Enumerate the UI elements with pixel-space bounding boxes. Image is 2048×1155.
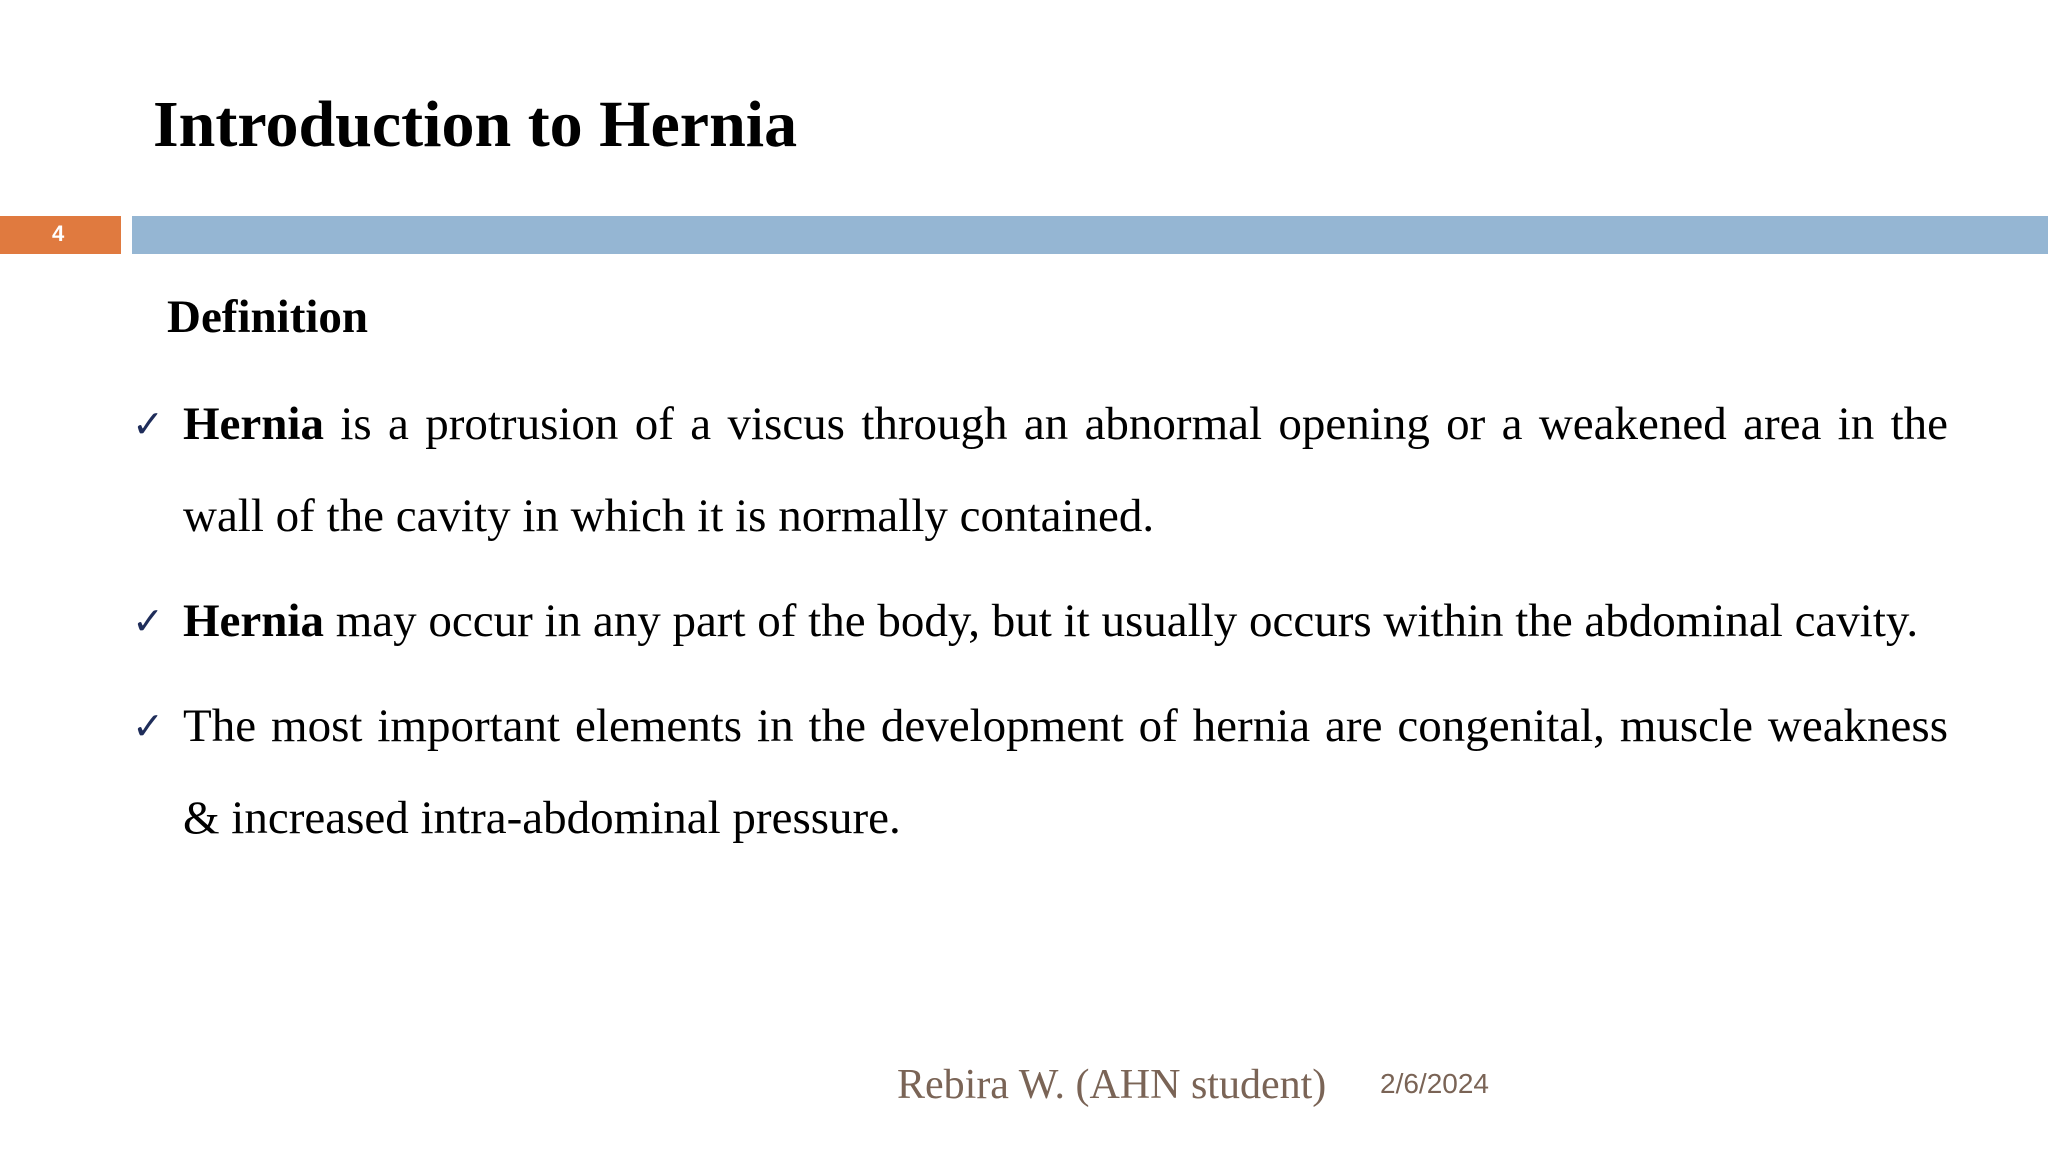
slide-number: 4: [52, 221, 65, 246]
checkmark-icon: ✓: [132, 402, 164, 446]
section-subheading: Definition: [167, 291, 369, 343]
bullet-text: is a protrusion of a viscus through an abnormal opening or a weakened area in the wall of the cavity in which it is normally contained.: [183, 398, 1948, 542]
checkmark-icon: ✓: [132, 599, 164, 643]
slide-title: Introduction to Hernia: [153, 88, 798, 161]
bullet-term: Hernia: [183, 398, 324, 450]
footer-date: 2/6/2024: [1380, 1068, 1489, 1099]
footer-author: Rebira W. (AHN student): [897, 1062, 1327, 1108]
bullet-item: [128, 378, 1948, 562]
bullet-term: Hernia: [183, 595, 324, 647]
bullet-list: [128, 378, 1948, 877]
bullet-text: The most important elements in the development of hernia are congenital, muscle weakness & increased intra-abdominal pressure.: [183, 700, 1948, 844]
checkmark-icon: ✓: [132, 704, 164, 748]
title-accent-bar: [132, 216, 2048, 254]
bullet-text: may occur in any part of the body, but it usually occurs within the abdominal cavity.: [323, 595, 1919, 647]
bullet-item: [128, 680, 1948, 864]
bullet-item: [128, 575, 1948, 667]
